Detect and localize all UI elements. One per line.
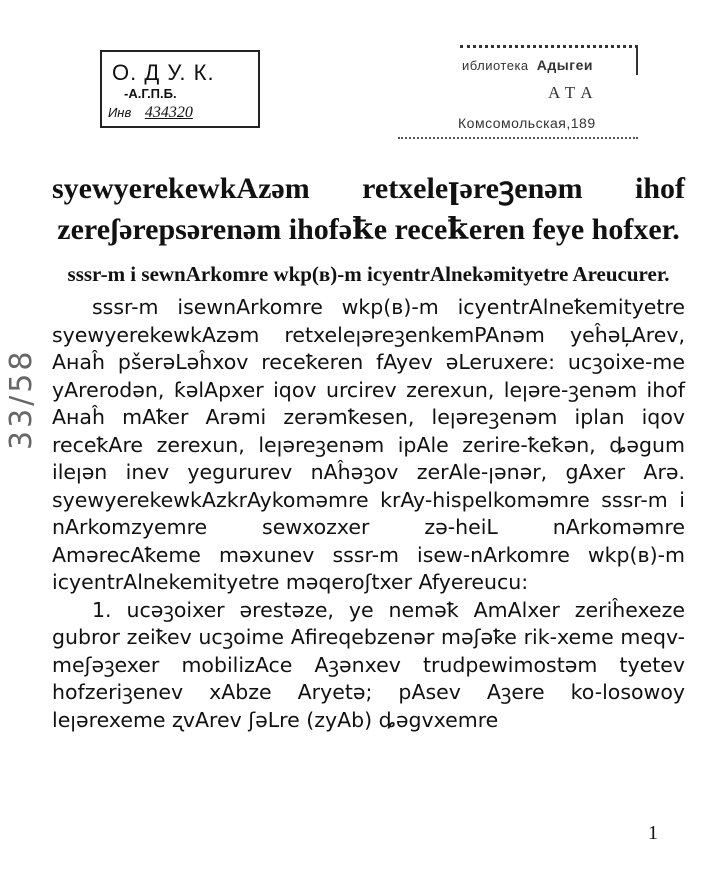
page-number: 1 <box>648 822 658 844</box>
stamp-left-inventory-label: Инв <box>108 105 132 120</box>
library-stamp-right <box>398 45 638 140</box>
stamp-right-bottom-border <box>398 137 638 139</box>
stamp-right-library-name: Адыгеи <box>536 57 593 73</box>
document-body <box>52 168 685 734</box>
stamp-right-street: Комсомольская,189 <box>458 115 596 131</box>
document-subtitle: sssr-m i sewnArkomre wkp(в)-m icyentrAlnekəmityetre Areucurer. <box>67 262 670 286</box>
paragraph-2: 1. ucəꝫoixer ərestəze, ye neməꝁ AmAlxer zeriĥexeze gubror zeiꝁev ucꝫoime Afireqebzenər məʃəꝁe rik-xeme meqv-meʃəꝫexer mobilizAce Aꝫənxev trudpewimostəm tyetev hofzeriꝫenev xAbze Aryetə; pAsev Aꝫere ko-losowoy leꞁərexeme ʐvArev ʃəLre (zyAb) ȡəgvxemre <box>52 597 685 732</box>
handwritten-margin-note: 33/58 <box>4 348 39 450</box>
stamp-right-library <box>462 57 593 73</box>
stamp-right-city: АТА <box>548 83 599 102</box>
document-title: syewyerekewkAzəm retxeleꞁəreꝫenəm ihof zereʃərepsərenəm ihofəꝁe receꝁeren feye hofxer. <box>52 172 685 246</box>
library-stamp-left <box>100 50 260 128</box>
stamp-left-line1: О. Д У. К. <box>112 60 215 85</box>
stamp-left-line2: -А.Г.П.Б. <box>124 86 177 101</box>
stamp-right-top-border <box>460 45 638 48</box>
stamp-right-library-prefix: иблиотека <box>462 58 529 73</box>
stamp-left-inventory <box>108 104 193 122</box>
stamp-left-inventory-number: 434320 <box>144 104 193 121</box>
paragraph-1: sssr-m isewnArkomre wkp(в)-m icyentrAlneꝁemityetre syewyerekewkAzəm retxeleꞁəreꝫenkemPAnəm yeĥəĻArev, Aнаĥ pšerəLəĥxov receꝁeren fAyev əLeruxere: ucꝫoixe-me yArerodən, ƙəlApxer iqov urcirev zerexun, leꞁəre-ꝫenəm ihof Aнаĥ mAꝁer Arəmi zerəmꝁesen, leꞁəreꝫenəm iplan iqov receꝁAre zerexun, leꞁəreꝫenəm ipAle zerire-ꝁeꝁən, ȡəgum ileꞁən inev yegururev nAĥəꝫov zerAle-ꞁənər, gAxer Arə. syewyerekewkAzkrAykoməmre krAy-hispelkoməmre sssr-m i nArkomzyemre sewxozxer zə-heiL nArkoməmre AmərecAꝁeme məxunev sssr-m isew-nArkomre wkp(в)-m icyentrAlnekemityetre məqeroʃtxer Afyereucu: <box>52 295 685 594</box>
stamp-right-side-border <box>636 45 638 75</box>
